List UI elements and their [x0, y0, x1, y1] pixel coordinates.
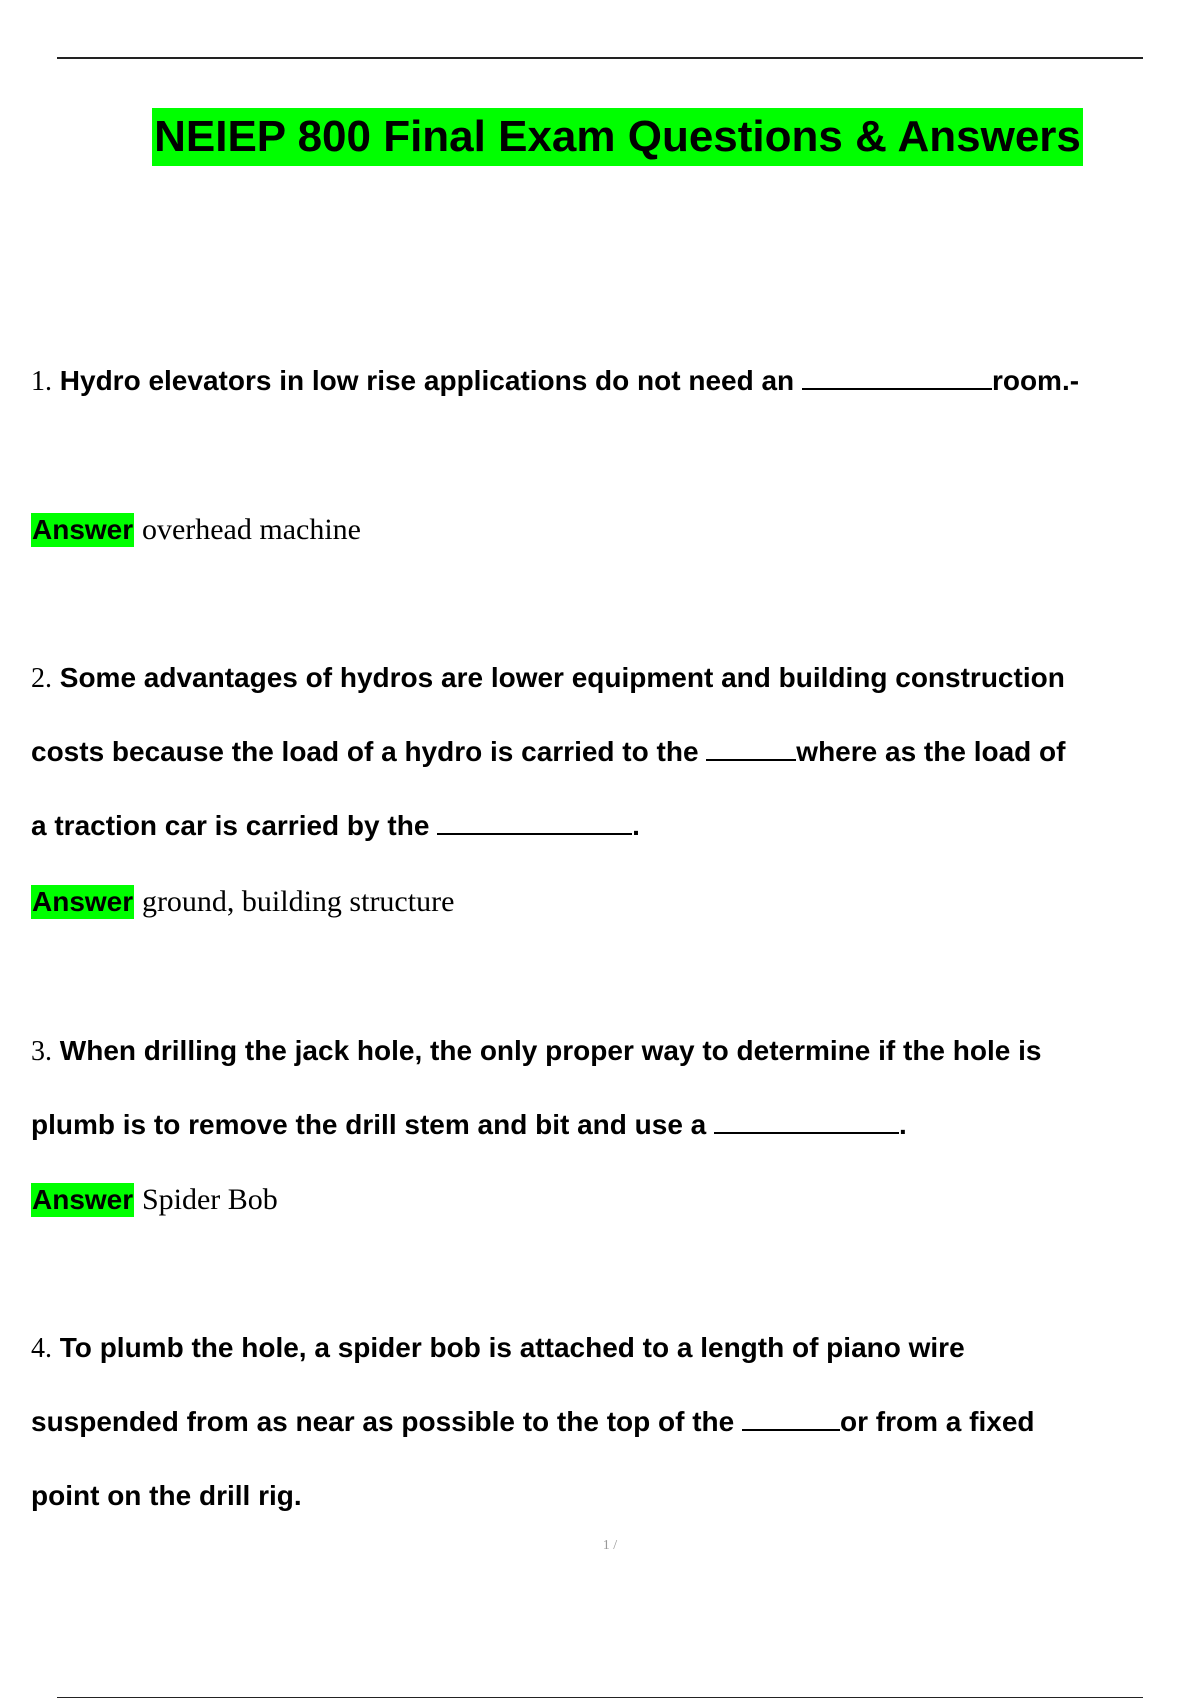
- answer-label: Answer: [32, 886, 134, 917]
- answer-2: [31, 882, 454, 922]
- answer-blank: [742, 1405, 840, 1431]
- question-text: When drilling the jack hole, the only proper way to determine if the hole is: [59, 1035, 1042, 1066]
- question-text: Hydro elevators in low rise applications do not need an: [59, 365, 802, 396]
- answer-label: Answer: [32, 1184, 134, 1215]
- question-text: To plumb the hole, a spider bob is attached to a length of piano wire: [59, 1332, 965, 1363]
- question-3-line-1: [31, 1031, 1041, 1072]
- question-4-line-3: [31, 1476, 302, 1516]
- answer-blank: [714, 1108, 899, 1134]
- footer-rule: [57, 1697, 1143, 1698]
- question-number: 1.: [31, 366, 52, 397]
- question-text: .: [899, 1109, 907, 1140]
- answer-1: [31, 510, 361, 550]
- title-wrapper: [0, 108, 1200, 166]
- question-text: plumb is to remove the drill stem and bit and use a: [31, 1109, 715, 1140]
- question-4-line-2: [31, 1402, 1035, 1442]
- document-title: NEIEP 800 Final Exam Questions & Answers: [152, 108, 1083, 166]
- question-text: or from a fixed: [840, 1406, 1035, 1437]
- question-2-line-3: [31, 806, 640, 846]
- question-text: Some advantages of hydros are lower equipment and building construction: [59, 662, 1065, 693]
- question-number: 2.: [31, 663, 52, 694]
- question-number: 3.: [31, 1036, 52, 1067]
- header-rule: [57, 57, 1143, 59]
- answer-label: Answer: [32, 514, 134, 545]
- question-text: a traction car is carried by the: [31, 810, 438, 841]
- answer-text: Spider Bob: [141, 1183, 278, 1216]
- question-4-line-1: [31, 1328, 965, 1369]
- answer-blank: [706, 735, 796, 761]
- question-number: 4.: [31, 1333, 52, 1364]
- question-text: point on the drill rig.: [31, 1480, 302, 1511]
- question-2-line-2: [31, 732, 1065, 772]
- question-1-line-1: [31, 361, 1079, 402]
- answer-text: ground, building structure: [141, 885, 455, 918]
- question-text: costs because the load of a hydro is carried to the: [31, 736, 707, 767]
- answer-text: overhead machine: [141, 513, 361, 546]
- page-number: 1 /: [602, 1538, 618, 1553]
- question-text: room.-: [991, 365, 1080, 396]
- question-text: .: [632, 810, 640, 841]
- question-3-line-2: [31, 1105, 907, 1145]
- question-text: where as the load of: [796, 736, 1066, 767]
- question-text: suspended from as near as possible to the top of the: [31, 1406, 743, 1437]
- question-2-line-1: [31, 658, 1065, 699]
- answer-blank: [437, 809, 632, 835]
- answer-blank: [802, 364, 992, 390]
- answer-3: [31, 1180, 278, 1220]
